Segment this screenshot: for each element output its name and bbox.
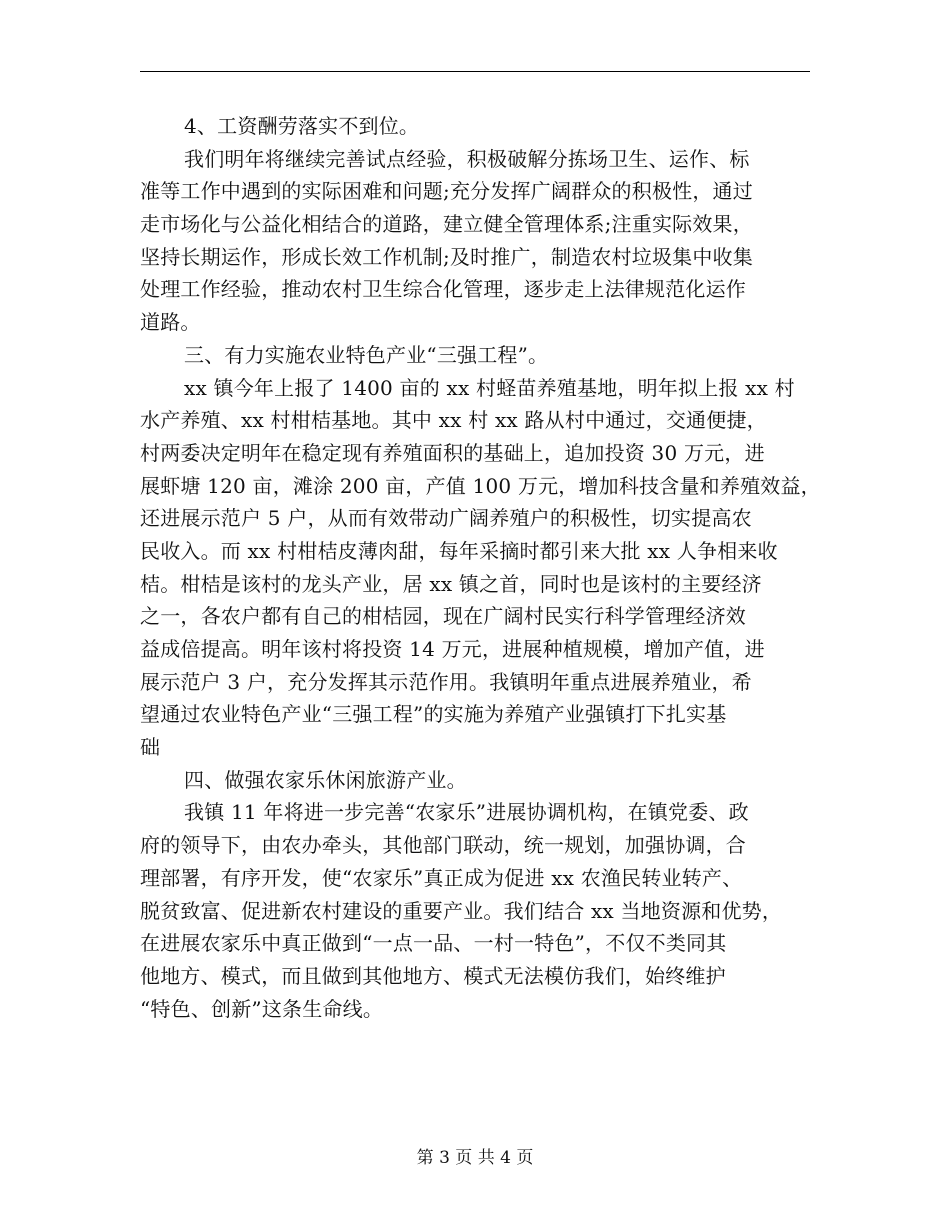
text-line: xx 镇今年上报了 1400 亩的 xx 村蛏苗养殖基地，明年拟上报 xx 村 [184,375,795,400]
header-rule [140,71,810,72]
text-line: 水产养殖、xx 村柑桔基地。其中 xx 村 xx 路从村中通过，交通便捷， [140,408,767,433]
document-body [140,110,830,1025]
text-line: 在进展农家乐中真正做到“一点一品、一村一特色”，不仅不类同其 [140,931,727,956]
text-line: 础 [140,735,161,760]
text-line: 三、有力实施农业特色产业“三强工程”。 [184,342,549,367]
text-line: 民收入。而 xx 村柑桔皮薄肉甜，每年采摘时都引来大批 xx 人争相来收 [140,538,778,563]
text-line: 还进展示范户 5 户，从而有效带动广阔养殖户的积极性，切实提高农 [140,506,752,531]
text-line: 益成倍提高。明年该村将投资 14 万元，进展种植规模，增加产值，进 [140,637,765,661]
text-line: 理部署，有序开发，使“农家乐”真正成为促进 xx 农渔民转业转产、 [140,865,743,890]
text-line: 走市场化与公益化相结合的道路，建立健全管理体系;注重实际效果， [140,212,753,237]
text-line: 府的领导下，由农办牵头，其他部门联动，统一规划，加强协调，合 [140,833,746,858]
text-line: 他地方、模式，而且做到其他地方、模式无法模仿我们，始终维护 [140,963,726,988]
text-line: 村两委决定明年在稳定现有养殖面积的基础上，追加投资 30 万元，进 [140,440,765,465]
text-line: 我镇 11 年将进一步完善“农家乐”进展协调机构，在镇党委、政 [184,800,749,825]
text-line: 脱贫致富、促进新农村建设的重要产业。我们结合 xx 当地资源和优势， [140,898,783,923]
text-line: 坚持长期运作，形成长效工作机制;及时推广，制造农村垃圾集中收集 [140,244,753,269]
text-line: “特色、创新”这条生命线。 [140,996,384,1021]
text-line: 道路。 [140,310,201,335]
text-line: 桔。柑桔是该村的龙头产业，居 xx 镇之首，同时也是该村的主要经济 [140,571,762,596]
text-line: 4、工资酬劳落实不到位。 [184,114,420,138]
text-line: 准等工作中遇到的实际困难和问题;充分发挥广阔群众的积极性，通过 [140,179,753,204]
text-line: 之一，各农户都有自己的柑桔园，现在广阔村民实行科学管理经济效 [140,604,746,629]
text-line: 展虾塘 120 亩，滩涂 200 亩，产值 100 万元，增加科技含量和养殖效益， [140,473,821,498]
text-line: 望通过农业特色产业“三强工程”的实施为养殖产业强镇打下扎实基 [140,702,727,727]
text-line: 处理工作经验，推动农村卫生综合化管理，逐步走上法律规范化运作 [140,277,746,302]
page-footer: 第 3 页 共 4 页 [416,1148,534,1168]
text-line: 四、做强农家乐休闲旅游产业。 [184,767,467,792]
text-line: 展示范户 3 户，充分发挥其示范作用。我镇明年重点进展养殖业，希 [140,669,752,694]
text-line: 我们明年将继续完善试点经验，积极破解分拣场卫生、运作、标 [184,146,750,171]
